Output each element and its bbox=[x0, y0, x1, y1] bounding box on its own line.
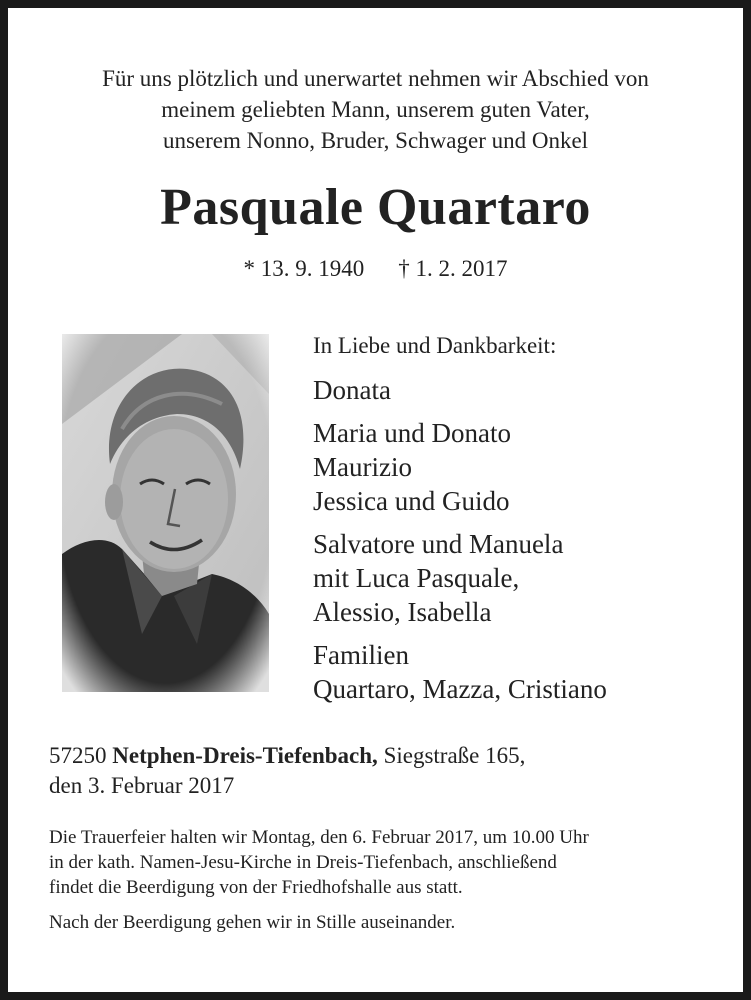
mourner-line: Maurizio bbox=[313, 452, 412, 482]
mourner-line: Jessica und Guido bbox=[313, 486, 510, 516]
life-dates bbox=[8, 256, 743, 282]
deceased-name: Pasquale Quartaro bbox=[160, 179, 591, 236]
intro-line: unserem Nonno, Bruder, Schwager und Onkel bbox=[162, 128, 589, 153]
mourner-line: Quartaro, Mazza, Cristiano bbox=[313, 674, 607, 704]
mourner-line: mit Luca Pasquale, bbox=[313, 563, 520, 593]
address-line bbox=[49, 741, 525, 771]
death-date: † 1. 2. 2017 bbox=[398, 256, 508, 281]
mourners-list bbox=[313, 331, 607, 715]
mourner-line: Alessio, Isabella bbox=[313, 597, 492, 627]
mourner-line: Familien bbox=[313, 640, 409, 670]
town: Netphen-Dreis-Tiefenbach, bbox=[112, 743, 378, 768]
portrait-photo bbox=[62, 334, 269, 692]
intro-line: Für uns plötzlich und unerwartet nehmen wir Abschied von bbox=[102, 66, 649, 91]
mourner-line: Salvatore und Manuela bbox=[313, 529, 564, 559]
mourner-line: Donata bbox=[313, 375, 391, 405]
address-block bbox=[49, 741, 525, 801]
birth-date: * 13. 9. 1940 bbox=[243, 256, 365, 281]
mourner-line: Maria und Donato bbox=[313, 418, 511, 448]
intro-text bbox=[8, 63, 743, 156]
street: Siegstraße 165, bbox=[383, 743, 526, 768]
notice-line: findet die Beerdigung von der Friedhofshalle aus statt. bbox=[49, 877, 463, 898]
funeral-notice bbox=[49, 825, 729, 935]
notice-closing: Nach der Beerdigung gehen wir in Stille auseinander. bbox=[49, 912, 456, 933]
mourner-group bbox=[313, 373, 607, 407]
notice-line: Die Trauerfeier halten wir Montag, den 6. Februar 2017, um 10.00 Uhr bbox=[49, 827, 589, 848]
mourner-group bbox=[313, 527, 607, 629]
intro-line: meinem geliebten Mann, unserem guten Vater, bbox=[161, 97, 590, 122]
mourners-heading: In Liebe und Dankbarkeit: bbox=[313, 333, 557, 358]
mourner-group bbox=[313, 416, 607, 518]
mourner-group bbox=[313, 638, 607, 706]
notice-line: in der kath. Namen-Jesu-Kirche in Dreis-Tiefenbach, anschließend bbox=[49, 852, 557, 873]
portrait-photo-icon bbox=[62, 334, 269, 692]
postcode: 57250 bbox=[49, 743, 107, 768]
date-line: den 3. Februar 2017 bbox=[49, 773, 235, 798]
